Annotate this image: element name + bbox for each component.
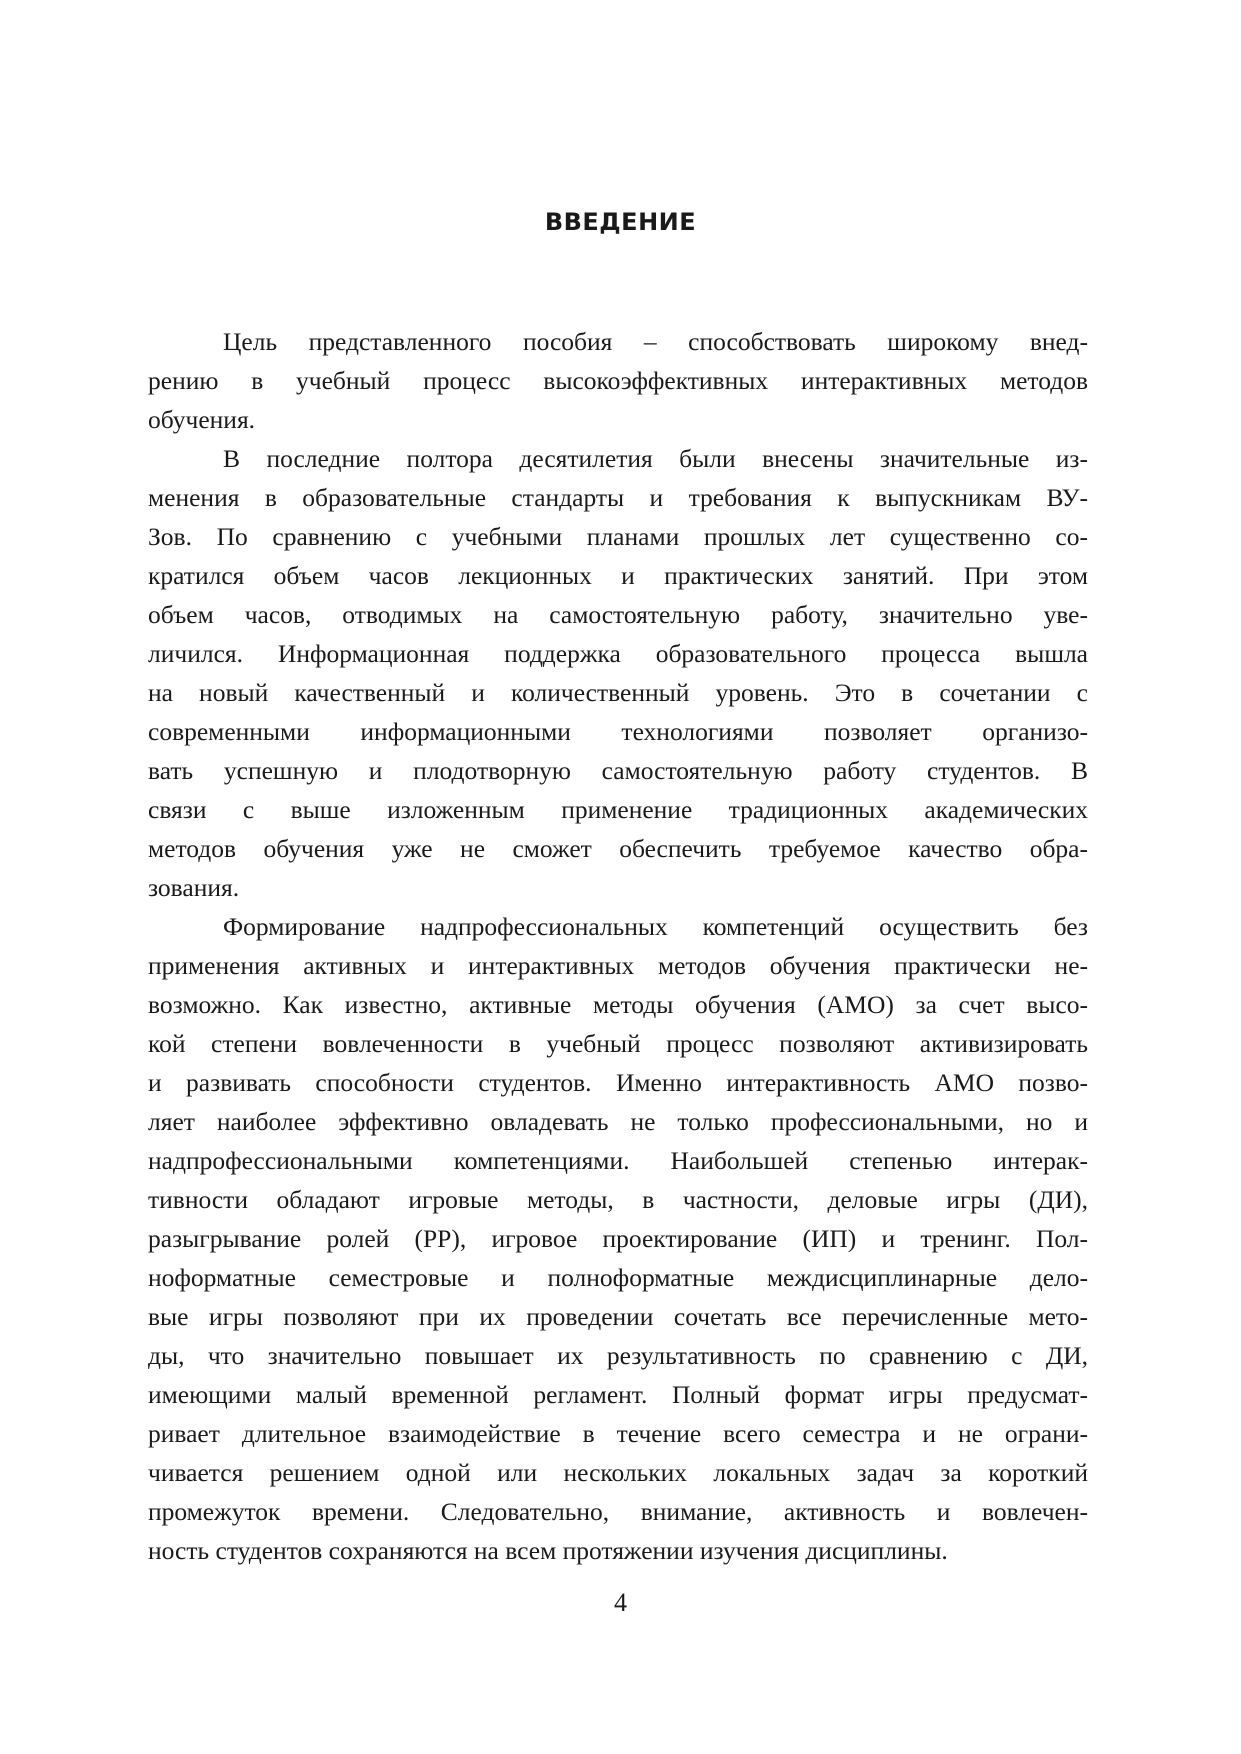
paragraph-3-line: ривает длительное взаимодействие в течение всего семестра и не ограни- — [148, 1419, 1088, 1448]
paragraph-3-line: чивается решением одной или нескольких локальных задач за короткий — [148, 1458, 1088, 1487]
paragraph-3-line: тивности обладают игровые методы, в частности, деловые игры (ДИ), — [148, 1185, 1088, 1214]
paragraph-1-line: обучения. — [148, 405, 256, 434]
paragraph-2-line: связи с выше изложенным применение традиционных академических — [148, 795, 1088, 824]
paragraph-2-line: на новый качественный и количественный уровень. Это в сочетании с — [148, 678, 1088, 707]
body-text — [148, 322, 1088, 1570]
paragraph-3-line: ность студентов сохраняются на всем протяжении изучения дисциплины. — [148, 1536, 948, 1565]
paragraph-3-line: возможно. Как известно, активные методы обучения (АМО) за счет высо- — [148, 990, 1088, 1019]
paragraph-3-line: надпрофессиональными компетенциями. Наибольшей степенью интерак- — [148, 1146, 1088, 1175]
page-title: ВВЕДЕНИЕ — [544, 208, 697, 236]
paragraph-3-line: и развивать способности студентов. Именно интерактивность АМО позво- — [148, 1068, 1088, 1097]
paragraph-2-line: методов обучения уже не сможет обеспечить требуемое качество обра- — [148, 834, 1088, 863]
paragraph-1-line: рению в учебный процесс высокоэффективных интерактивных методов — [148, 366, 1088, 395]
paragraph-3-line: промежуток времени. Следовательно, внимание, активность и вовлечен- — [148, 1497, 1088, 1526]
paragraph-3-line: кой степени вовлеченности в учебный процесс позволяют активизировать — [148, 1029, 1088, 1058]
paragraph-3-line: ляет наиболее эффективно овладевать не только профессиональными, но и — [148, 1107, 1088, 1136]
paragraph-3-line: разыгрывание ролей (РР), игровое проектирование (ИП) и тренинг. Пол- — [148, 1224, 1088, 1253]
paragraph-3-line: применения активных и интерактивных методов обучения практически не- — [148, 951, 1088, 980]
paragraph-3-line: ноформатные семестровые и полноформатные междисциплинарные дело- — [148, 1263, 1088, 1292]
paragraph-3-line: ды, что значительно повышает их результативность по сравнению с ДИ, — [148, 1341, 1088, 1370]
paragraph-2-line: Зов. По сравнению с учебными планами прошлых лет существенно со- — [148, 522, 1088, 551]
page-number: 4 — [614, 1588, 627, 1617]
paragraph-3-line: Формирование надпрофессиональных компетенций осуществить без — [223, 912, 1088, 941]
paragraph-2-line: современными информационными технологиями позволяет организо- — [148, 717, 1088, 746]
paragraph-2-line: менения в образовательные стандарты и требования к выпускникам ВУ- — [148, 483, 1088, 512]
paragraph-2-line: В последние полтора десятилетия были внесены значительные из- — [223, 444, 1088, 473]
paragraph-3-line: имеющими малый временной регламент. Полный формат игры предусмат- — [148, 1380, 1088, 1409]
paragraph-2-line: вать успешную и плодотворную самостоятельную работу студентов. В — [148, 756, 1088, 785]
paragraph-2-line: объем часов, отводимых на самостоятельную работу, значительно уве- — [148, 600, 1088, 629]
paragraph-3-line: вые игры позволяют при их проведении сочетать все перечисленные мето- — [148, 1302, 1088, 1331]
paragraph-2-line: зования. — [148, 873, 240, 902]
paragraph-2-line: кратился объем часов лекционных и практических занятий. При этом — [148, 561, 1088, 590]
paragraph-1-line: Цель представленного пособия – способствовать широкому внед- — [223, 327, 1088, 356]
paragraph-2-line: личился. Информационная поддержка образовательного процесса вышла — [148, 639, 1088, 668]
